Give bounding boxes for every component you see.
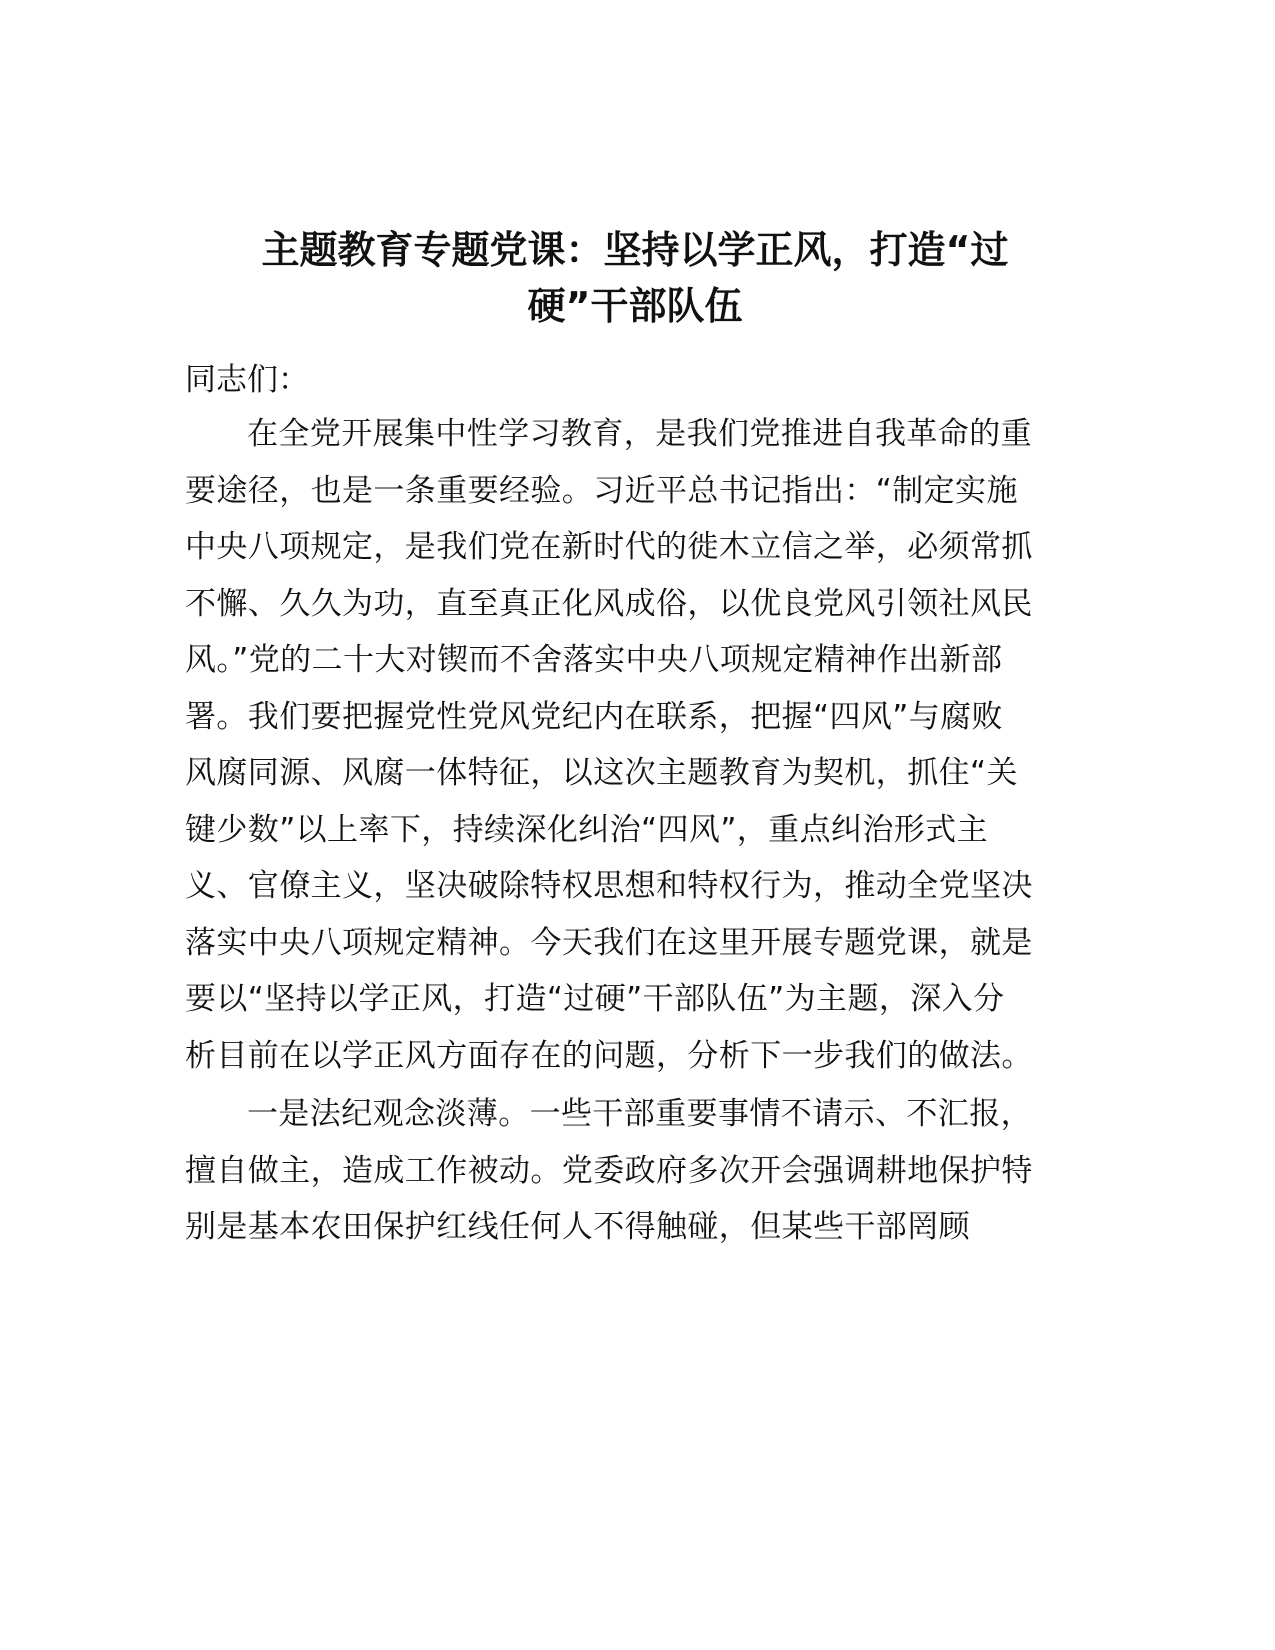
paragraph-line: 不懈、久久为功，直至真正化风成俗，以优良党风引领社风民 <box>185 585 1033 622</box>
paragraph-line: 要以“坚持以学正风，打造“过硬”干部队伍”为主题，深入分 <box>185 981 1005 1017</box>
paragraph-line: 要途径，也是一条重要经验。习近平总书记指出：“制定实施 <box>185 472 1018 509</box>
paragraph-line: 落实中央八项规定精神。今天我们在这里开展专题党课，就是 <box>185 924 1033 961</box>
paragraph-line: 一是法纪观念淡薄。一些干部重要事情不请示、不汇报， <box>247 1096 1032 1132</box>
paragraph-line: 署。我们要把握党性党风党纪内在联系，把握“四风”与腐败 <box>185 698 1003 735</box>
paragraph-line: 风。”党的二十大对锲而不舍落实中央八项规定精神作出新部 <box>185 642 1003 678</box>
paragraph-line: 析目前在以学正风方面存在的问题，分析下一步我们的做法。 <box>185 1037 1033 1074</box>
paragraph-line: 别是基本农田保护红线任何人不得触碰，但某些干部罔顾 <box>185 1209 970 1245</box>
title-line-2: 硬”干部队伍 <box>527 284 743 328</box>
paragraph-line: 擅自做主，造成工作被动。党委政府多次开会强调耕地保护特 <box>185 1152 1033 1189</box>
document-title <box>185 222 1085 334</box>
paragraph-line: 键少数”以上率下，持续深化纠治“四风”，重点纠治形式主 <box>185 811 988 848</box>
paragraph-intro <box>185 406 1085 1084</box>
paragraph-line: 在全党开展集中性学习教育，是我们党推进自我革命的重 <box>247 416 1032 452</box>
paragraph-point-one <box>185 1086 1085 1256</box>
paragraph-line: 中央八项规定，是我们党在新时代的徙木立信之举，必须常抓 <box>185 529 1033 565</box>
paragraph-line: 风腐同源、风腐一体特征，以这次主题教育为契机，抓住“关 <box>185 755 1018 791</box>
title-line-1: 主题教育专题党课：坚持以学正风，打造“过 <box>261 228 1009 272</box>
paragraph-line: 义、官僚主义，坚决破除特权思想和特权行为，推动全党坚决 <box>185 868 1033 904</box>
salutation: 同志们： <box>185 362 309 398</box>
